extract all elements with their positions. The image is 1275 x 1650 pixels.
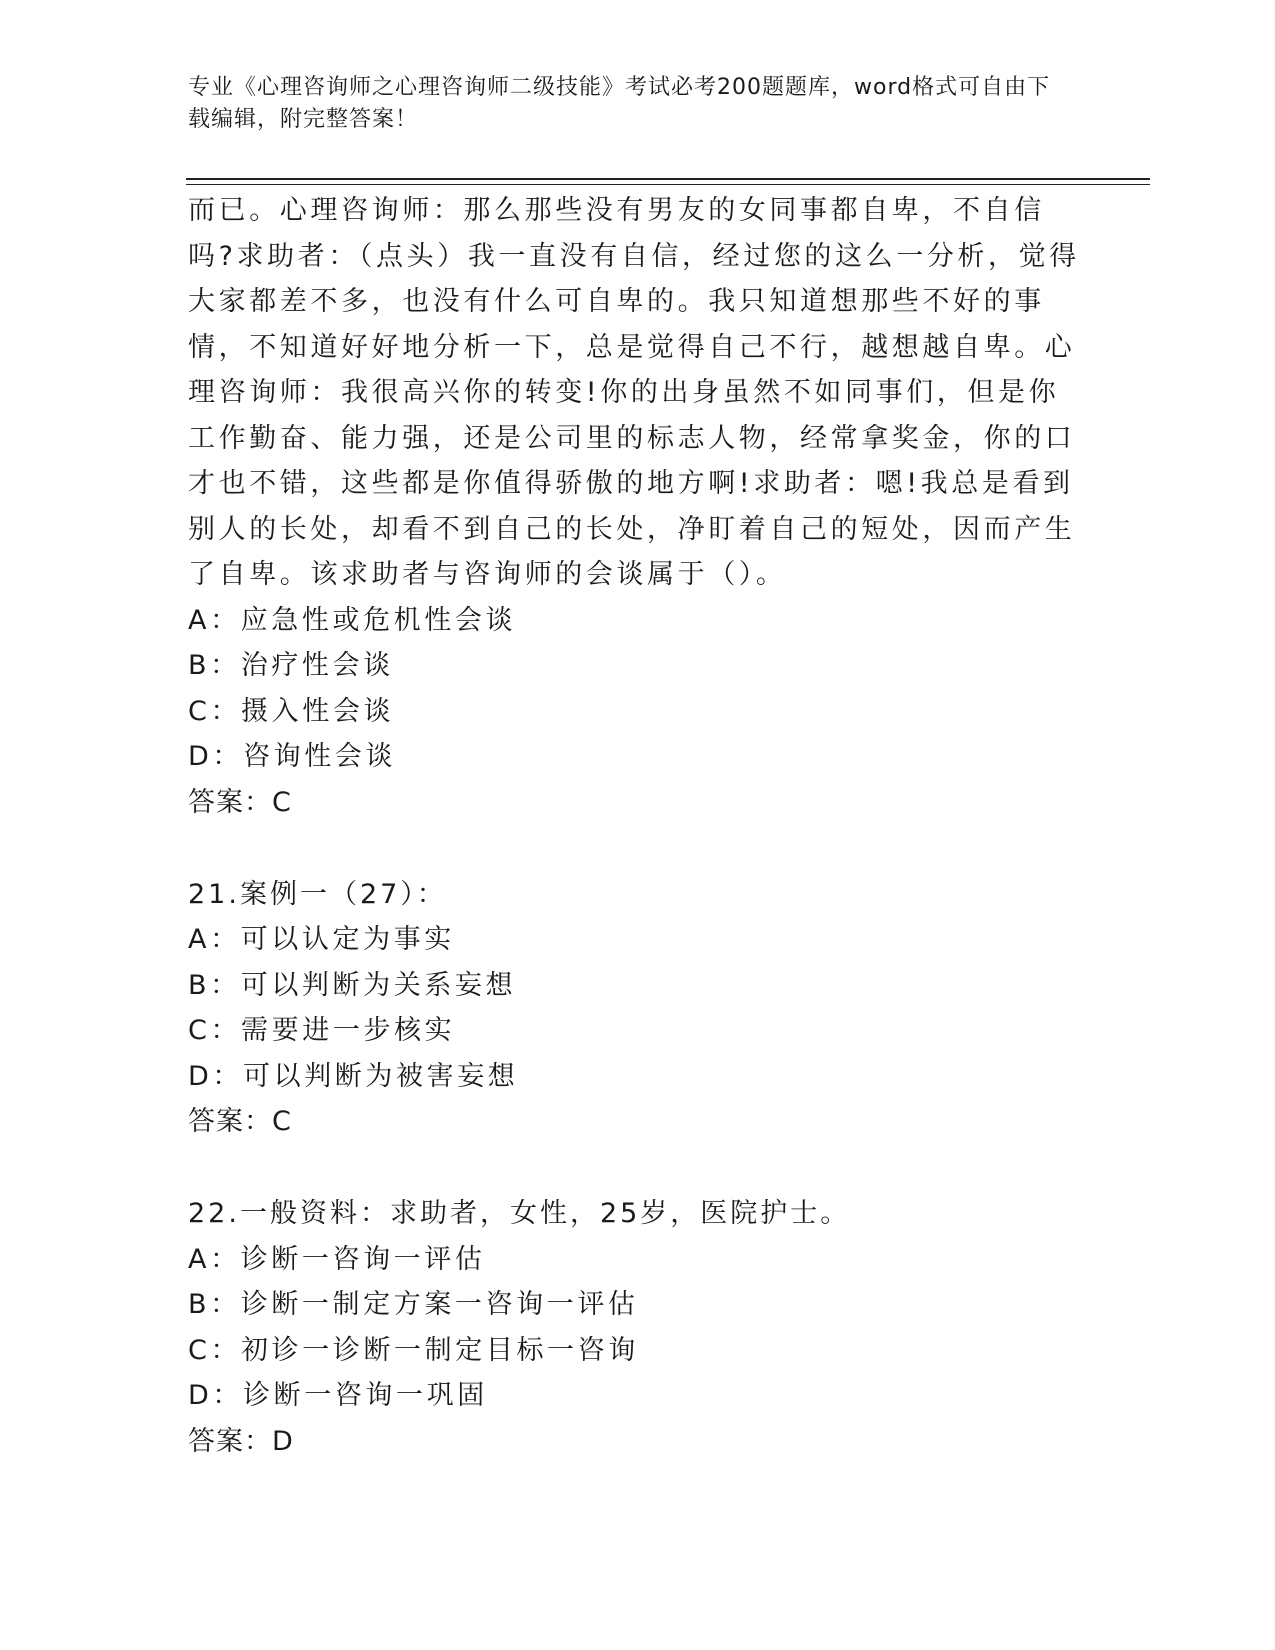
option-a: A：应急性或危机性会谈: [188, 604, 517, 636]
option-b: B：治疗性会谈: [188, 650, 394, 681]
option-a: A：可以认定为事实: [188, 924, 455, 955]
option-c: C：需要进一步核实: [188, 1015, 456, 1046]
document-body: [188, 188, 1088, 1465]
answer-line: 答案：D: [188, 1425, 294, 1457]
option-b: B：诊断一制定方案一咨询一评估: [188, 1289, 639, 1320]
option-d: D：诊断一咨询一巩固: [188, 1380, 488, 1411]
question-stem: 而已。心理咨询师：那么那些没有男友的女同事都自卑，不自信吗?求助者：（点头）我一直没有自信，经过您的这么一分析，觉得大家都差不多，也没有什么可自卑的。我只知道想那些不好的事情，不知道好好地分析一下，总是觉得自己不行，越想越自卑。心理咨询师：我很高兴你的转变!你的出身虽然不如同事们，但是你工作勤奋、能力强，还是公司里的标志人物，经常拿奖金，你的口才也不错，这些都是你值得骄傲的地方啊!求助者：嗯!我总是看到别人的长处，却看不到自己的长处，净盯着自己的短处，因而产生了自卑。该求助者与咨询师的会谈属于（）。: [188, 195, 1080, 590]
document-header: 专业《心理咨询师之心理咨询师二级技能》考试必考200题题库，word格式可自由下载编辑，附完整答案！: [188, 75, 1051, 132]
option-a: A：诊断一咨询一评估: [188, 1243, 486, 1275]
header-rule-thick: [186, 178, 1150, 180]
question-stem: 22.一般资料：求助者，女性，25岁，医院护士。: [188, 1198, 851, 1229]
answer-line: 答案：C: [188, 1106, 292, 1137]
header-rule-thin: [186, 184, 1150, 185]
question-stem: 21.案例一（27）：: [188, 878, 447, 910]
spacer: [188, 1145, 1088, 1191]
option-d: D：可以判断为被害妄想: [188, 1060, 519, 1092]
option-d: D：咨询性会谈: [188, 741, 396, 772]
spacer: [188, 826, 1088, 872]
question-block: [188, 872, 1088, 1146]
option-b: B：可以判断为关系妄想: [188, 969, 517, 1001]
answer-line: 答案：C: [188, 786, 292, 818]
question-block: [188, 1191, 1088, 1465]
option-c: C：摄入性会谈: [188, 695, 395, 727]
option-c: C：初诊一诊断一制定目标一咨询: [188, 1334, 639, 1366]
question-block: [188, 188, 1088, 826]
